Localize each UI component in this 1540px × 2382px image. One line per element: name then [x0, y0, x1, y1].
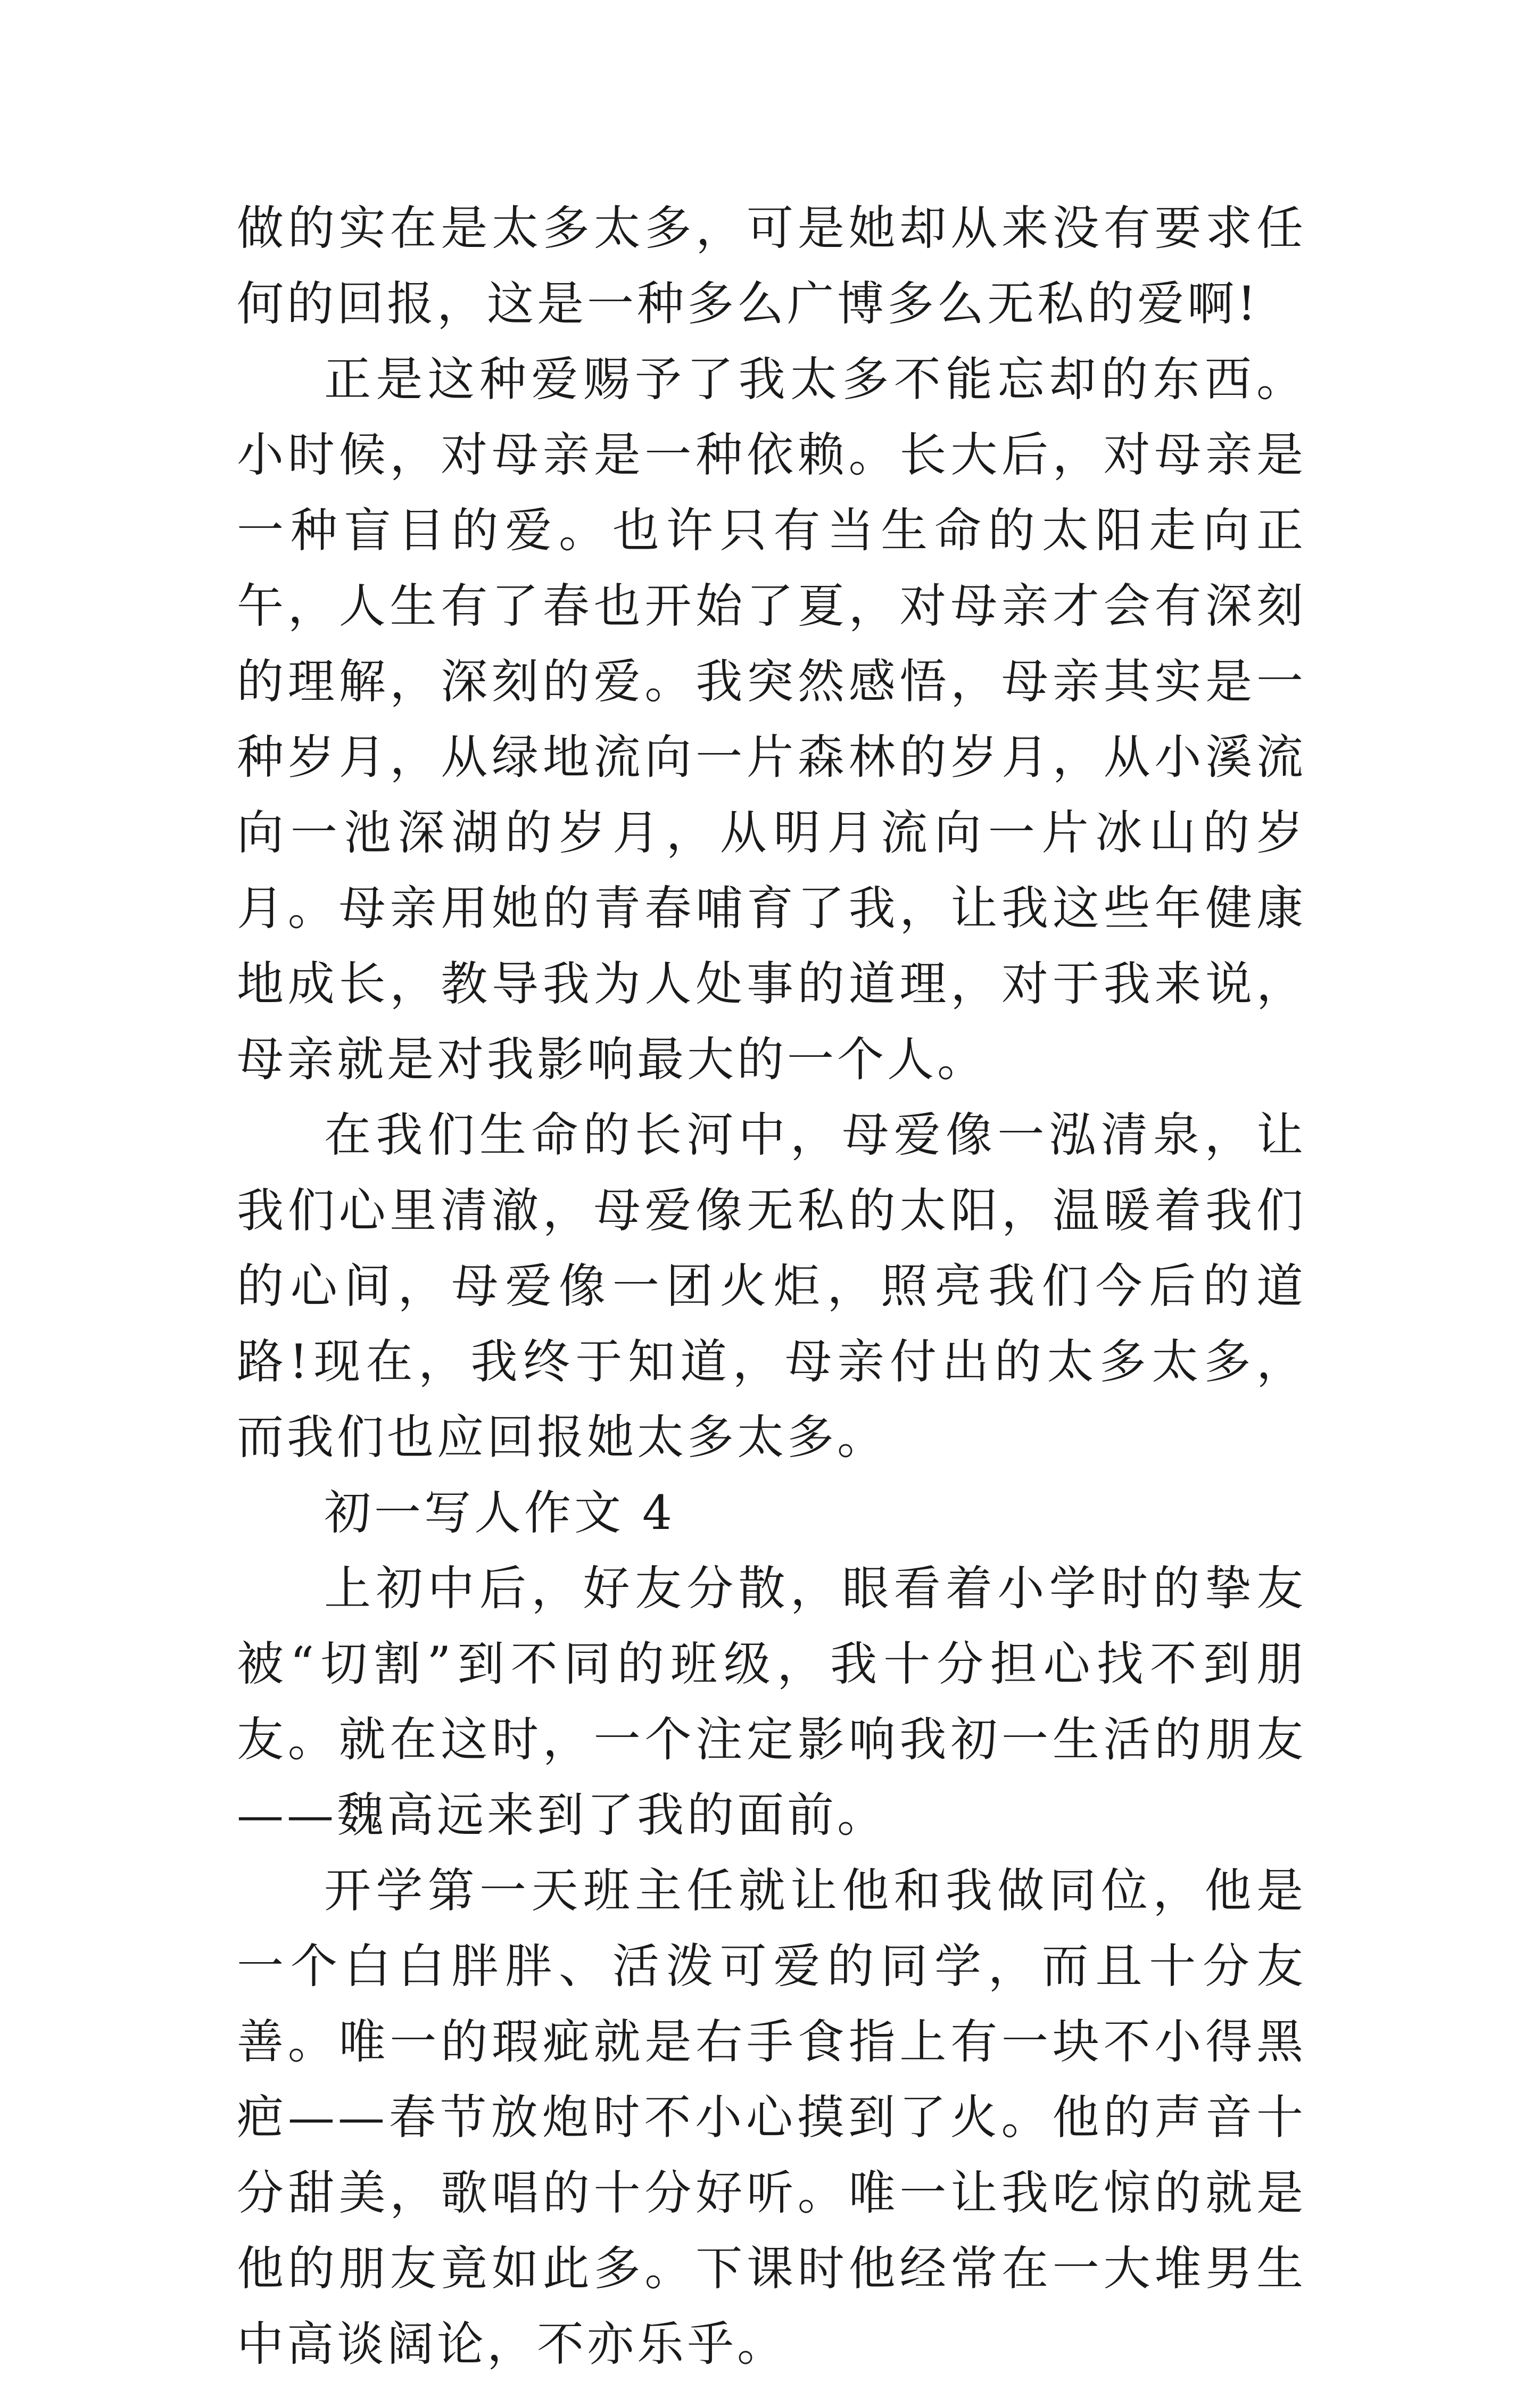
paragraph-first-day: 开学第一天班主任就让他和我做同位，他是一个白白胖胖、活泼可爱的同学，而且十分友善。唯一的瑕疵就是右手食指上有一块不小得黑疤——春节放炮时不小心摸到了火。他的声音十分甜美，歌唱的十分好听。唯一让我吃惊的就是他的朋友竟如此多。下课时他经常在一大堆男生中高谈阔论，不亦乐乎。: [237, 1863, 1306, 2371]
paragraph-mother-love: 正是这种爱赐予了我太多不能忘却的东西。小时候，对母亲是一种依赖。长大后，对母亲是一种盲目的爱。也许只有当生命的太阳走向正午，人生有了春也开始了夏，对母亲才会有深刻的理解，深刻的爱。我突然感悟，母亲其实是一种岁月，从绿地流向一片森林的岁月，从小溪流向一池深湖的岁月，从明月流向一片冰山的岁月。母亲用她的青春哺育了我，让我这些年健康地成长，教导我为人处事的道理，对于我来说，母亲就是对我影响最大的一个人。: [237, 352, 1306, 1087]
paragraph-river-of-life: 在我们生命的长河中，母爱像一泓清泉，让我们心里清澈，母爱像无私的太阳，温暖着我们的心间，母爱像一团火炬，照亮我们今后的道路!现在，我终于知道，母亲付出的太多太多，而我们也应回报她太多太多。: [237, 1107, 1306, 1465]
paragraph-continuation: 做的实在是太多太多，可是她却从来没有要求任何的回报，这是一种多么广博多么无私的爱啊!: [237, 201, 1306, 331]
document-body: [237, 191, 1306, 2382]
paragraph-junior-high: 上初中后，好友分散，眼看着小学时的挚友被“切割”到不同的班级，我十分担心找不到朋友。就在这时，一个注定影响我初一生活的朋友——魏高远来到了我的面前。: [237, 1561, 1306, 1842]
section-heading: 初一写人作文 4: [324, 1485, 675, 1540]
